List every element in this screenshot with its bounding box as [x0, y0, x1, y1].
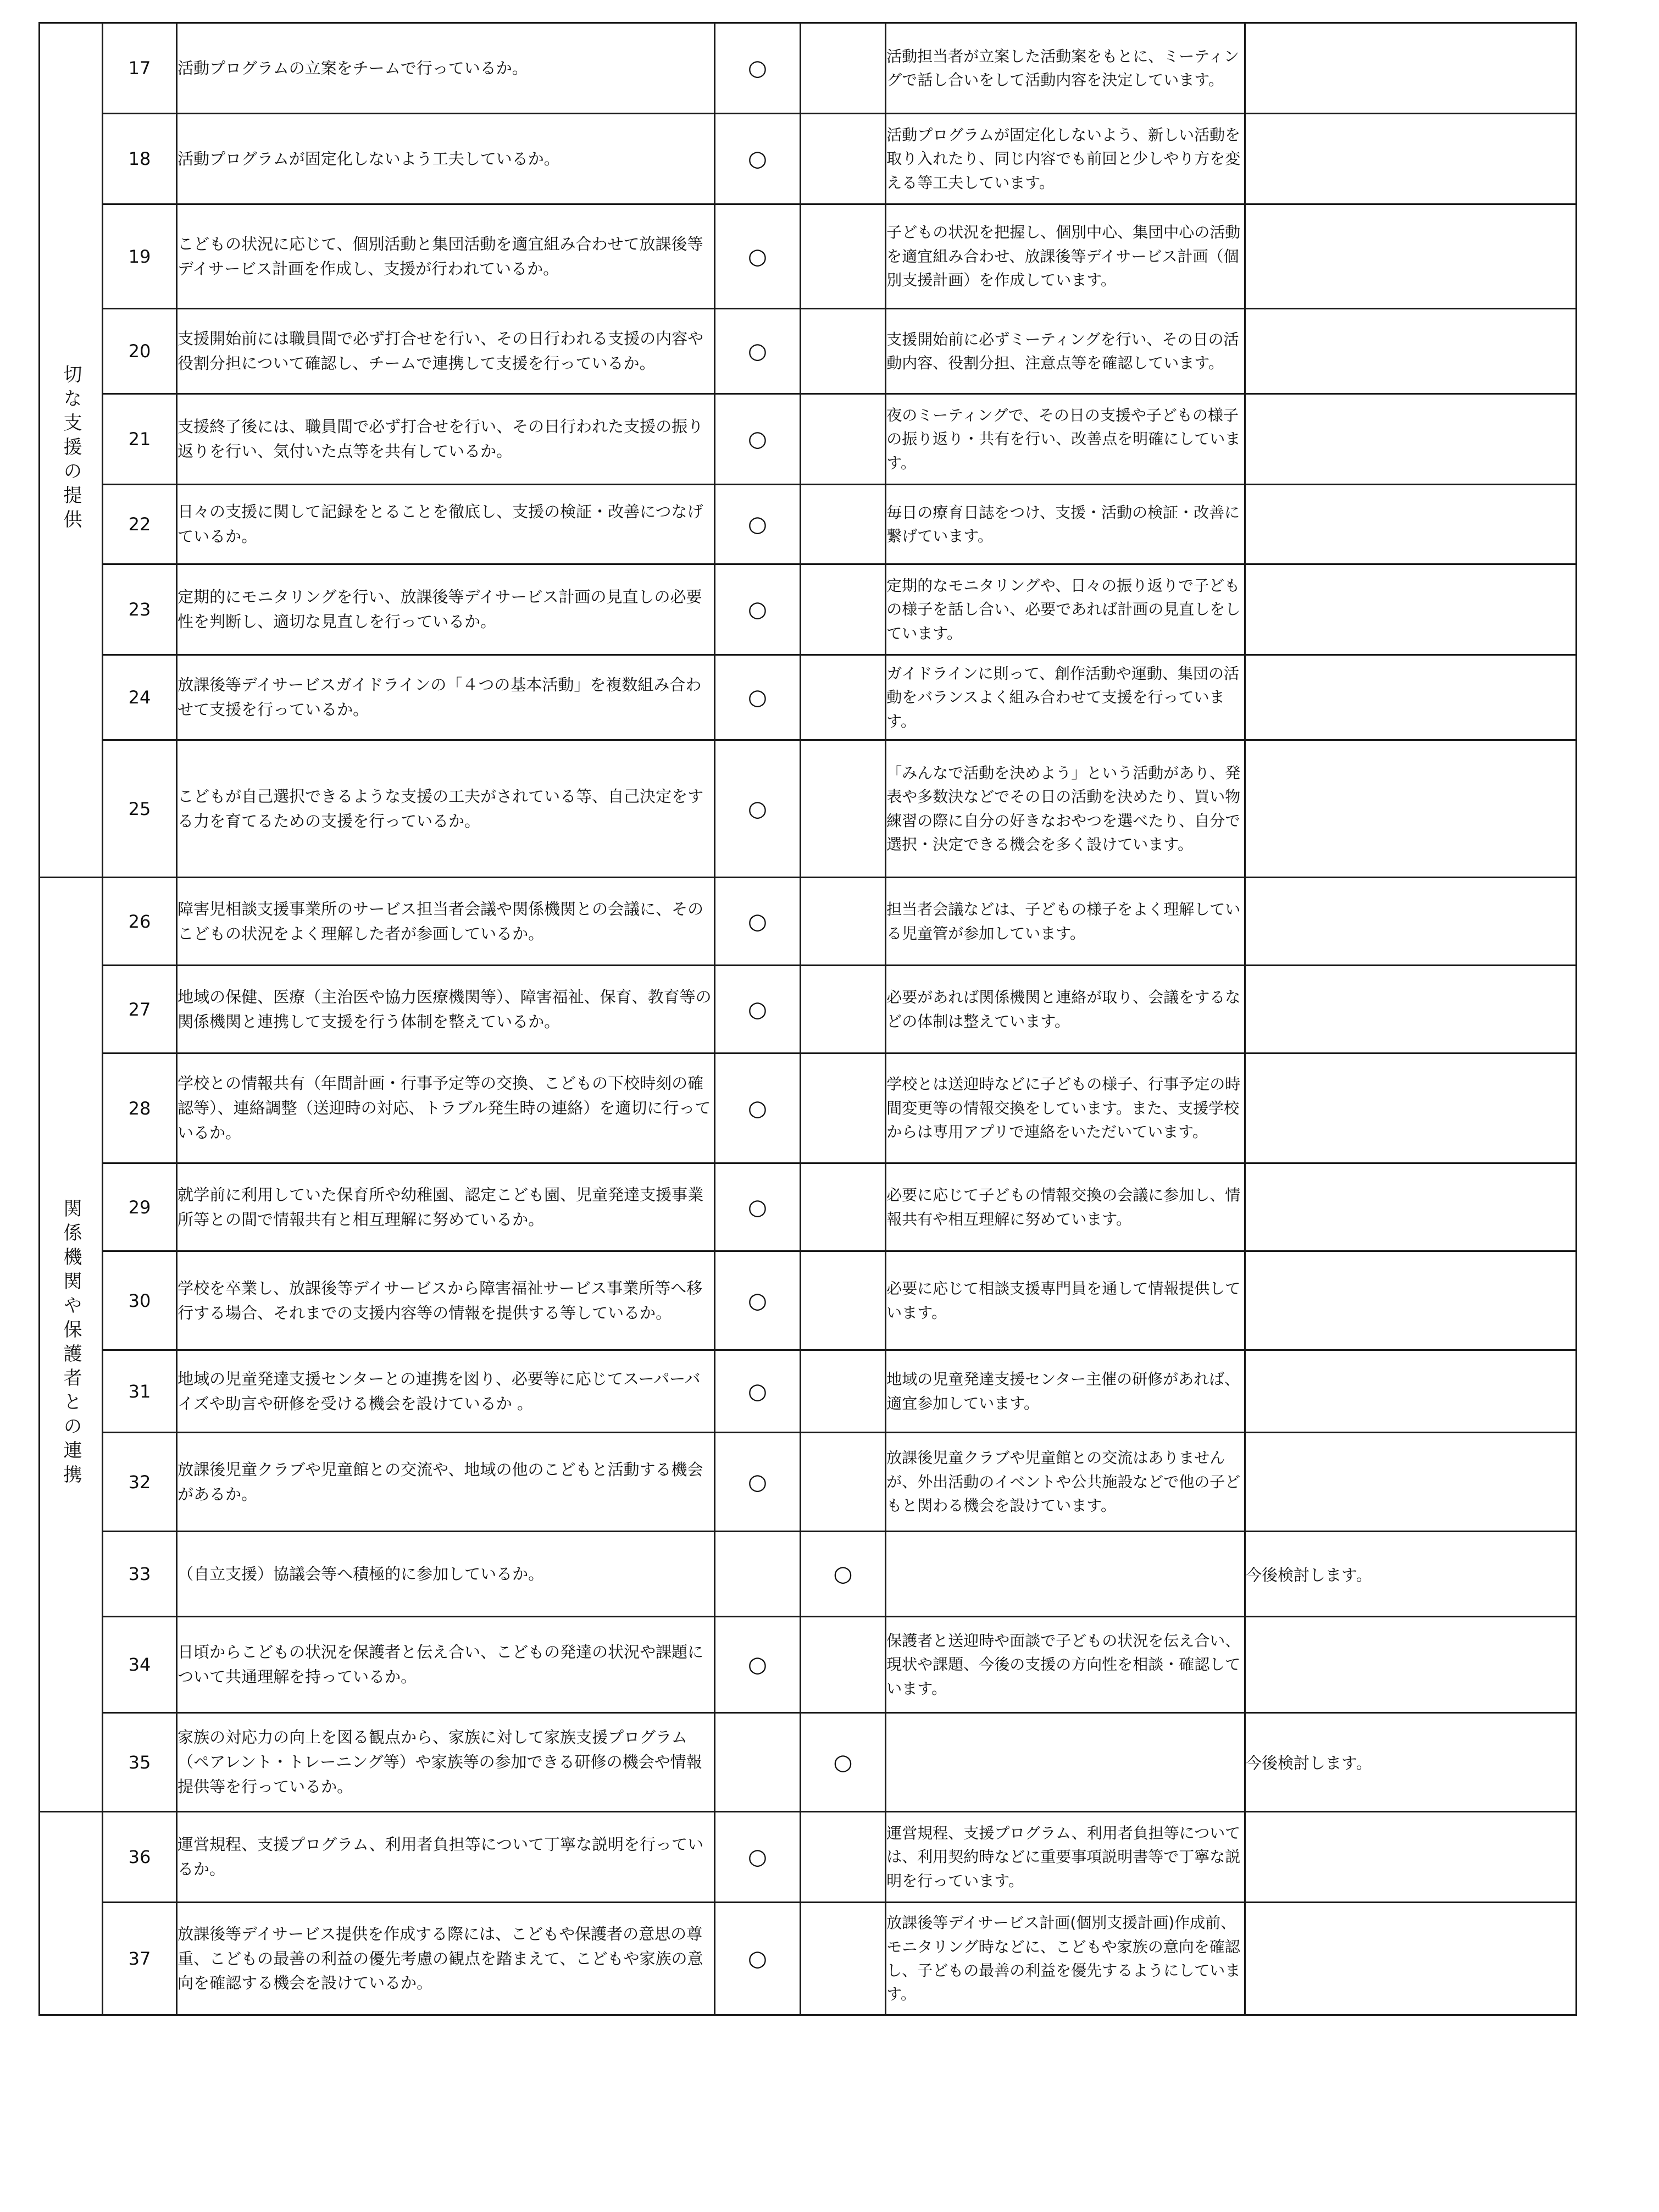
yes-mark: ○ — [715, 1163, 801, 1251]
table-row — [40, 878, 1577, 966]
no-mark: ○ — [800, 1532, 886, 1617]
yes-mark — [715, 1713, 801, 1812]
effort-text: 放課後児童クラブや児童館との交流はありませんが、外出活動のイベントや公共施設などで他の子どもと関わる機会を設けています。 — [886, 1433, 1245, 1532]
table-row — [40, 394, 1577, 485]
page-margin-mark — [38, 2033, 40, 2038]
no-mark — [800, 1350, 886, 1433]
no-mark — [800, 394, 886, 485]
evaluation-sheet — [38, 22, 1577, 2033]
improvement-plan — [1245, 740, 1577, 878]
improvement-plan — [1245, 1350, 1577, 1433]
effort-text: 地域の児童発達支援センター主催の研修があれば、適宜参加しています。 — [886, 1350, 1245, 1433]
improvement-plan — [1245, 114, 1577, 204]
improvement-plan — [1245, 564, 1577, 655]
yes-mark — [715, 1532, 801, 1617]
effort-text: 担当者会議などは、子どもの様子をよく理解している児童管が参加しています。 — [886, 878, 1245, 966]
item-number: 36 — [102, 1812, 176, 1903]
improvement-plan — [1245, 394, 1577, 485]
section-cell — [40, 23, 103, 878]
item-text: （自立支援）協議会等へ積極的に参加しているか。 — [177, 1532, 715, 1617]
effort-text: 「みんなで活動を決めよう」という活動があり、発表や多数決などでその日の活動を決めたり、買い物練習の際に自分の好きなおやつを選べたり、自分で選択・決定できる機会を多く設けています。 — [886, 740, 1245, 878]
effort-text: 必要に応じて相談支援専門員を通して情報提供しています。 — [886, 1251, 1245, 1350]
no-mark: ○ — [800, 1713, 886, 1812]
item-text: 支援終了後には、職員間で必ず打合せを行い、その日行われた支援の振り返りを行い、気付いた点等を共有しているか。 — [177, 394, 715, 485]
item-number: 23 — [102, 564, 176, 655]
improvement-plan — [1245, 23, 1577, 114]
yes-mark: ○ — [715, 1617, 801, 1713]
yes-mark: ○ — [715, 1251, 801, 1350]
effort-text: 毎日の療育日誌をつけ、支援・活動の検証・改善に繋げています。 — [886, 485, 1245, 564]
item-text: 地域の児童発達支援センターとの連携を図り、必要等に応じてスーパーバイズや助言や研修を受ける機会を設けているか 。 — [177, 1350, 715, 1433]
item-text: 定期的にモニタリングを行い、放課後等デイサービス計画の見直しの必要性を判断し、適切な見直しを行っているか。 — [177, 564, 715, 655]
yes-mark: ○ — [715, 204, 801, 309]
section-label: 切な支援の提供 — [59, 364, 82, 534]
improvement-plan — [1245, 878, 1577, 966]
table-row — [40, 114, 1577, 204]
no-mark — [800, 485, 886, 564]
item-number: 26 — [102, 878, 176, 966]
table-row — [40, 966, 1577, 1054]
item-number: 31 — [102, 1350, 176, 1433]
yes-mark: ○ — [715, 564, 801, 655]
table-row — [40, 564, 1577, 655]
item-text: 活動プログラムが固定化しないよう工夫しているか。 — [177, 114, 715, 204]
no-mark — [800, 1054, 886, 1163]
no-mark — [800, 564, 886, 655]
item-text: 放課後児童クラブや児童館との交流や、地域の他のこどもと活動する機会があるか。 — [177, 1433, 715, 1532]
effort-text: 保護者と送迎時や面談で子どもの状況を伝え合い、現状や課題、今後の支援の方向性を相談・確認しています。 — [886, 1617, 1245, 1713]
yes-mark: ○ — [715, 878, 801, 966]
no-mark — [800, 1617, 886, 1713]
section-cell — [40, 1812, 103, 2015]
table-row — [40, 1251, 1577, 1350]
improvement-plan — [1245, 1251, 1577, 1350]
item-text: 地域の保健、医療（主治医や協力医療機関等）、障害福祉、保育、教育等の関係機関と連携して支援を行う体制を整えているか。 — [177, 966, 715, 1054]
improvement-plan — [1245, 1054, 1577, 1163]
table-row — [40, 1350, 1577, 1433]
table-row — [40, 1617, 1577, 1713]
yes-mark: ○ — [715, 655, 801, 740]
item-text: 就学前に利用していた保育所や幼稚園、認定こども園、児童発達支援事業所等との間で情報共有と相互理解に努めているか。 — [177, 1163, 715, 1251]
improvement-plan — [1245, 655, 1577, 740]
no-mark — [800, 655, 886, 740]
evaluation-table — [38, 22, 1577, 2016]
no-mark — [800, 966, 886, 1054]
yes-mark: ○ — [715, 1433, 801, 1532]
yes-mark: ○ — [715, 114, 801, 204]
improvement-plan — [1245, 309, 1577, 394]
table-row — [40, 1812, 1577, 1903]
effort-text: 支援開始前に必ずミーティングを行い、その日の活動内容、役割分担、注意点等を確認しています。 — [886, 309, 1245, 394]
item-number: 35 — [102, 1713, 176, 1812]
effort-text: 放課後等デイサービス計画(個別支援計画)作成前、モニタリング時などに、こどもや家族の意向を確認し、子どもの最善の利益を優先するようにしています。 — [886, 1903, 1245, 2015]
item-text: こどもの状況に応じて、個別活動と集団活動を適宜組み合わせて放課後等デイサービス計画を作成し、支援が行われているか。 — [177, 204, 715, 309]
item-text: 活動プログラムの立案をチームで行っているか。 — [177, 23, 715, 114]
no-mark — [800, 114, 886, 204]
table-row — [40, 1054, 1577, 1163]
improvement-plan: 今後検討します。 — [1245, 1532, 1577, 1617]
item-text: 家族の対応力の向上を図る観点から、家族に対して家族支援プログラム（ペアレント・トレーニング等）や家族等の参加できる研修の機会や情報提供等を行っているか。 — [177, 1713, 715, 1812]
yes-mark: ○ — [715, 1350, 801, 1433]
table-row — [40, 1163, 1577, 1251]
item-number: 24 — [102, 655, 176, 740]
section-label: 関係機関や保護者との連携 — [59, 1198, 82, 1489]
improvement-plan — [1245, 1617, 1577, 1713]
item-number: 21 — [102, 394, 176, 485]
yes-mark: ○ — [715, 1054, 801, 1163]
effort-text — [886, 1532, 1245, 1617]
improvement-plan — [1245, 966, 1577, 1054]
effort-text: 学校とは送迎時などに子どもの様子、行事予定の時間変更等の情報交換をしています。また、支援学校からは専用アプリで連絡をいただいています。 — [886, 1054, 1245, 1163]
no-mark — [800, 1163, 886, 1251]
improvement-plan — [1245, 204, 1577, 309]
yes-mark: ○ — [715, 1812, 801, 1903]
item-number: 30 — [102, 1251, 176, 1350]
effort-text: 活動プログラムが固定化しないよう、新しい活動を取り入れたり、同じ内容でも前回と少しやり方を変える等工夫しています。 — [886, 114, 1245, 204]
table-row — [40, 309, 1577, 394]
table-row — [40, 740, 1577, 878]
section-cell — [40, 878, 103, 1812]
yes-mark: ○ — [715, 966, 801, 1054]
no-mark — [800, 1812, 886, 1903]
improvement-plan: 今後検討します。 — [1245, 1713, 1577, 1812]
item-number: 20 — [102, 309, 176, 394]
effort-text: 夜のミーティングで、その日の支援や子どもの様子の振り返り・共有を行い、改善点を明確にしています。 — [886, 394, 1245, 485]
improvement-plan — [1245, 1433, 1577, 1532]
table-row — [40, 204, 1577, 309]
yes-mark: ○ — [715, 309, 801, 394]
table-row — [40, 1532, 1577, 1617]
improvement-plan — [1245, 1163, 1577, 1251]
effort-text: ガイドラインに則って、創作活動や運動、集団の活動をバランスよく組み合わせて支援を行っています。 — [886, 655, 1245, 740]
no-mark — [800, 1251, 886, 1350]
item-number: 33 — [102, 1532, 176, 1617]
yes-mark: ○ — [715, 23, 801, 114]
effort-text: 必要があれば関係機関と連絡が取り、会議をするなどの体制は整えています。 — [886, 966, 1245, 1054]
item-text: 運営規程、支援プログラム、利用者負担等について丁寧な説明を行っているか。 — [177, 1812, 715, 1903]
yes-mark: ○ — [715, 740, 801, 878]
no-mark — [800, 204, 886, 309]
effort-text: 活動担当者が立案した活動案をもとに、ミーティングで話し合いをして活動内容を決定しています。 — [886, 23, 1245, 114]
item-text: 支援開始前には職員間で必ず打合せを行い、その日行われる支援の内容や役割分担について確認し、チームで連携して支援を行っているか。 — [177, 309, 715, 394]
item-number: 32 — [102, 1433, 176, 1532]
evaluation-table-body — [40, 23, 1577, 2015]
item-number: 19 — [102, 204, 176, 309]
item-text: 日頃からこどもの状況を保護者と伝え合い、こどもの発達の状況や課題について共通理解を持っているか。 — [177, 1617, 715, 1713]
effort-text — [886, 1713, 1245, 1812]
item-text: 放課後等デイサービス提供を作成する際には、こどもや保護者の意思の尊重、こどもの最善の利益の優先考慮の観点を踏まえて、こどもや家族の意向を確認する機会を設けているか。 — [177, 1903, 715, 2015]
table-row — [40, 655, 1577, 740]
item-text: 日々の支援に関して記録をとることを徹底し、支援の検証・改善につなげているか。 — [177, 485, 715, 564]
yes-mark: ○ — [715, 1903, 801, 2015]
item-number: 17 — [102, 23, 176, 114]
table-row — [40, 1713, 1577, 1812]
no-mark — [800, 1903, 886, 2015]
item-number: 18 — [102, 114, 176, 204]
item-number: 27 — [102, 966, 176, 1054]
item-text: 学校を卒業し、放課後等デイサービスから障害福祉サービス事業所等へ移行する場合、それまでの支援内容等の情報を提供する等しているか。 — [177, 1251, 715, 1350]
effort-text: 運営規程、支援プログラム、利用者負担等については、利用契約時などに重要事項説明書等で丁寧な説明を行っています。 — [886, 1812, 1245, 1903]
effort-text: 定期的なモニタリングや、日々の振り返りで子どもの様子を話し合い、必要であれば計画の見直しをしています。 — [886, 564, 1245, 655]
item-text: 学校との情報共有（年間計画・行事予定等の交換、こどもの下校時刻の確認等）、連絡調整（送迎時の対応、トラブル発生時の連絡）を適切に行っているか。 — [177, 1054, 715, 1163]
improvement-plan — [1245, 1812, 1577, 1903]
no-mark — [800, 740, 886, 878]
no-mark — [800, 309, 886, 394]
no-mark — [800, 23, 886, 114]
item-text: 放課後等デイサービスガイドラインの「４つの基本活動」を複数組み合わせて支援を行っているか。 — [177, 655, 715, 740]
yes-mark: ○ — [715, 394, 801, 485]
table-row — [40, 1433, 1577, 1532]
table-row — [40, 1903, 1577, 2015]
item-number: 22 — [102, 485, 176, 564]
improvement-plan — [1245, 1903, 1577, 2015]
item-text: 障害児相談支援事業所のサービス担当者会議や関係機関との会議に、そのこどもの状況をよく理解した者が参画しているか。 — [177, 878, 715, 966]
no-mark — [800, 878, 886, 966]
improvement-plan — [1245, 485, 1577, 564]
yes-mark: ○ — [715, 485, 801, 564]
effort-text: 必要に応じて子どもの情報交換の会議に参加し、情報共有や相互理解に努めています。 — [886, 1163, 1245, 1251]
item-number: 29 — [102, 1163, 176, 1251]
item-text: こどもが自己選択できるような支援の工夫がされている等、自己決定をする力を育てるための支援を行っているか。 — [177, 740, 715, 878]
table-row — [40, 485, 1577, 564]
table-row — [40, 23, 1577, 114]
item-number: 28 — [102, 1054, 176, 1163]
effort-text: 子どもの状況を把握し、個別中心、集団中心の活動を適宜組み合わせ、放課後等デイサービス計画（個別支援計画）を作成しています。 — [886, 204, 1245, 309]
item-number: 37 — [102, 1903, 176, 2015]
item-number: 34 — [102, 1617, 176, 1713]
no-mark — [800, 1433, 886, 1532]
item-number: 25 — [102, 740, 176, 878]
